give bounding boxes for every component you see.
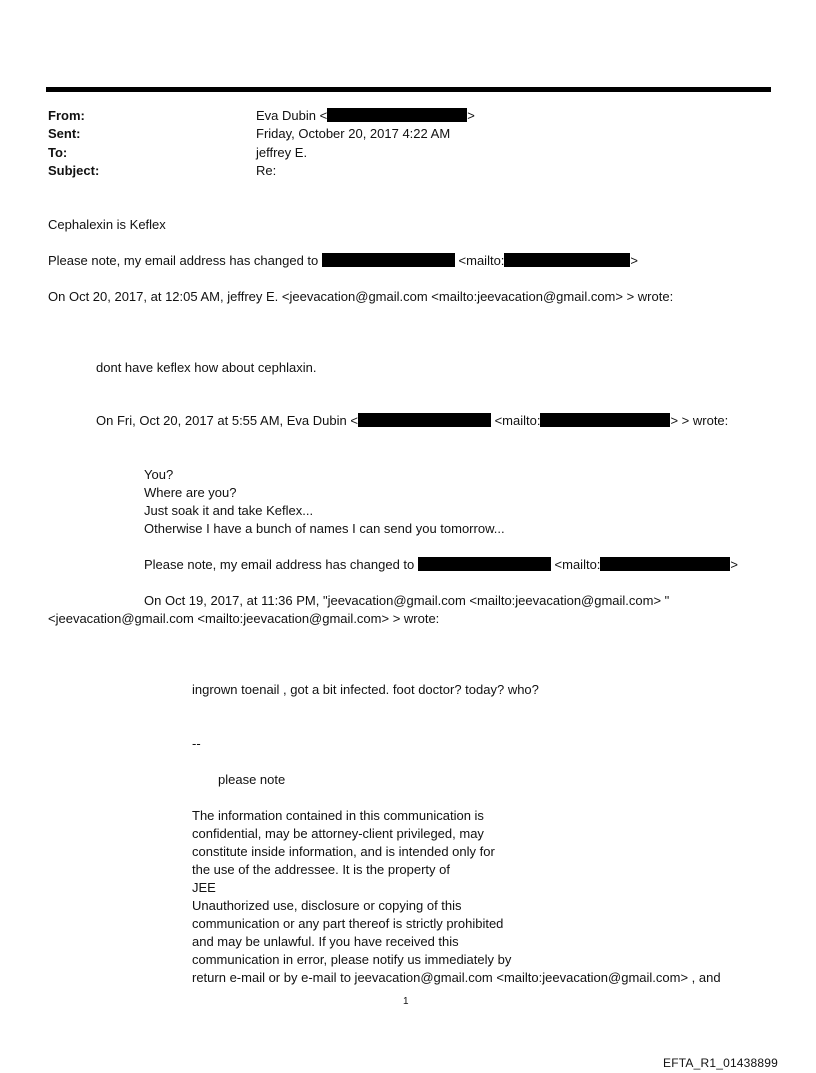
subject-value: Re: <box>256 163 277 178</box>
disclaimer-line: The information contained in this communication is <box>192 808 484 823</box>
quote2-line: Otherwise I have a bunch of names I can send you tomorrow... <box>144 521 505 536</box>
disclaimer-line: the use of the addressee. It is the property of <box>192 862 450 877</box>
redaction-box <box>504 253 630 267</box>
from-label: From: <box>48 108 85 123</box>
quote2-header <box>96 413 728 428</box>
quote3-header-line1: On Oct 19, 2017, at 11:36 PM, "jeevacation@gmail.com <mailto:jeevacation@gmail.com> " <box>144 593 670 608</box>
mailto-close: > <box>630 253 639 268</box>
redaction-box <box>540 413 670 427</box>
mailto-close: > <box>730 557 739 572</box>
body-line-1: Cephalexin is Keflex <box>48 217 166 232</box>
page-number: 1 <box>403 996 409 1007</box>
redaction-box <box>322 253 455 267</box>
document-id: EFTA_R1_01438899 <box>663 1056 779 1070</box>
disclaimer-line: return e-mail or by e-mail to jeevacation@gmail.com <mailto:jeevacation@gmail.com> , and <box>192 970 721 985</box>
mailto-open: <mailto: <box>554 557 601 572</box>
email-change-notice-quoted <box>144 557 738 572</box>
redaction-box <box>418 557 551 571</box>
redaction-box <box>600 557 730 571</box>
header-rule <box>46 87 771 92</box>
quote1-text: dont have keflex how about cephlaxin. <box>96 360 317 375</box>
to-value: jeffrey E. <box>256 145 308 160</box>
notice-text: Please note, my email address has changed to <box>144 557 415 572</box>
quote2-header-prefix: On Fri, Oct 20, 2017 at 5:55 AM, Eva Dubin < <box>96 413 358 428</box>
quote2-line: Where are you? <box>144 485 237 500</box>
disclaimer-line: constitute inside information, and is intended only for <box>192 844 495 859</box>
disclaimer-line: communication in error, please notify us immediately by <box>192 952 512 967</box>
disclaimer-line: communication or any part thereof is strictly prohibited <box>192 916 504 931</box>
quote2-mailto: <mailto: <box>494 413 541 428</box>
quote1-header: On Oct 20, 2017, at 12:05 AM, jeffrey E. <jeevacation@gmail.com <mailto:jeevacation@gmail.com> > wrote: <box>48 289 674 304</box>
subject-label: Subject: <box>48 163 100 178</box>
disclaimer-line: and may be unlawful. If you have received this <box>192 934 459 949</box>
signature-dash: -- <box>192 736 201 751</box>
signature-note: please note <box>218 772 286 787</box>
disclaimer-line: JEE <box>192 880 216 895</box>
quote2-line: You? <box>144 467 174 482</box>
from-value <box>256 108 475 123</box>
quote2-line: Just soak it and take Keflex... <box>144 503 314 518</box>
email-change-notice <box>48 253 638 268</box>
from-name: Eva Dubin < <box>256 108 328 123</box>
notice-text: Please note, my email address has changed to <box>48 253 319 268</box>
sent-value: Friday, October 20, 2017 4:22 AM <box>256 126 451 141</box>
disclaimer-line: confidential, may be attorney-client privileged, may <box>192 826 484 841</box>
redaction-box <box>327 108 467 122</box>
sent-label: Sent: <box>48 126 81 141</box>
from-close: > <box>467 108 475 123</box>
mailto-open: <mailto: <box>458 253 505 268</box>
disclaimer-line: Unauthorized use, disclosure or copying of this <box>192 898 462 913</box>
quote2-suffix: > > wrote: <box>670 413 729 428</box>
quote3-header-line2: <jeevacation@gmail.com <mailto:jeevacation@gmail.com> > wrote: <box>48 611 440 626</box>
quote3-text: ingrown toenail , got a bit infected. foot doctor? today? who? <box>192 682 539 697</box>
redaction-box <box>358 413 491 427</box>
to-label: To: <box>48 145 68 160</box>
